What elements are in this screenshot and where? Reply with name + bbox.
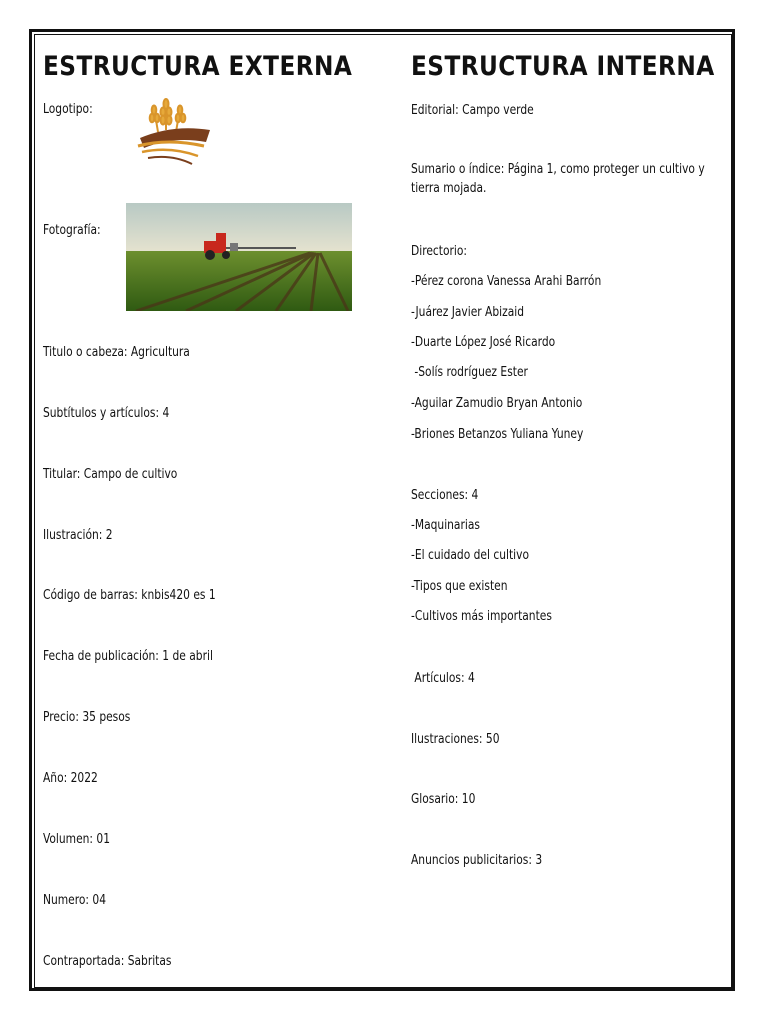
left-item: Ilustración: 2: [43, 527, 113, 543]
directorio-item: -Solís rodríguez Ester: [411, 364, 528, 380]
articulos-line: Artículos: 4: [411, 670, 475, 686]
external-structure-heading: ESTRUCTURA EXTERNA: [43, 51, 353, 82]
left-item: Titular: Campo de cultivo: [43, 466, 178, 482]
seccion-item: -El cuidado del cultivo: [411, 547, 530, 563]
seccion-item: -Maquinarias: [411, 517, 480, 533]
fotografia-label: Fotografía:: [43, 222, 101, 238]
wheat-logo-icon: [118, 90, 218, 170]
directorio-item: -Juárez Javier Abizaid: [411, 304, 525, 320]
left-item: Numero: 04: [43, 892, 107, 908]
directorio-item: -Aguilar Zamudio Bryan Antonio: [411, 395, 583, 411]
seccion-item: -Tipos que existen: [411, 578, 508, 594]
left-item: Titulo o cabeza: Agricultura: [43, 344, 190, 360]
left-item: Contraportada: Sabritas: [43, 953, 172, 969]
seccion-item: -Cultivos más importantes: [411, 608, 552, 624]
secciones-label: Secciones: 4: [411, 487, 479, 503]
editorial-line: Editorial: Campo verde: [411, 102, 534, 118]
directorio-item: -Pérez corona Vanessa Arahi Barrón: [411, 273, 602, 289]
ilustraciones-line: Ilustraciones: 50: [411, 731, 500, 747]
directorio-item: -Briones Betanzos Yuliana Yuney: [411, 426, 584, 442]
directorio-label: Directorio:: [411, 243, 468, 259]
left-item: Volumen: 01: [43, 831, 111, 847]
sumario-line: Sumario o índice: Página 1, como proteger un cultivo y tierra mojada.: [411, 161, 705, 196]
left-item: Código de barras: knbis420 es 1: [43, 587, 216, 603]
left-item: Subtítulos y artículos: 4: [43, 405, 170, 421]
directorio-item: -Duarte López José Ricardo: [411, 334, 556, 350]
left-item: Precio: 35 pesos: [43, 709, 131, 725]
left-item: Año: 2022: [43, 770, 98, 786]
internal-structure-heading: ESTRUCTURA INTERNA: [411, 51, 715, 82]
anuncios-line: Anuncios publicitarios: 3: [411, 852, 543, 868]
glosario-line: Glosario: 10: [411, 791, 476, 807]
tractor-field-photo: [126, 203, 352, 311]
left-item: Fecha de publicación: 1 de abril: [43, 648, 213, 664]
logotipo-label: Logotipo:: [43, 101, 93, 117]
